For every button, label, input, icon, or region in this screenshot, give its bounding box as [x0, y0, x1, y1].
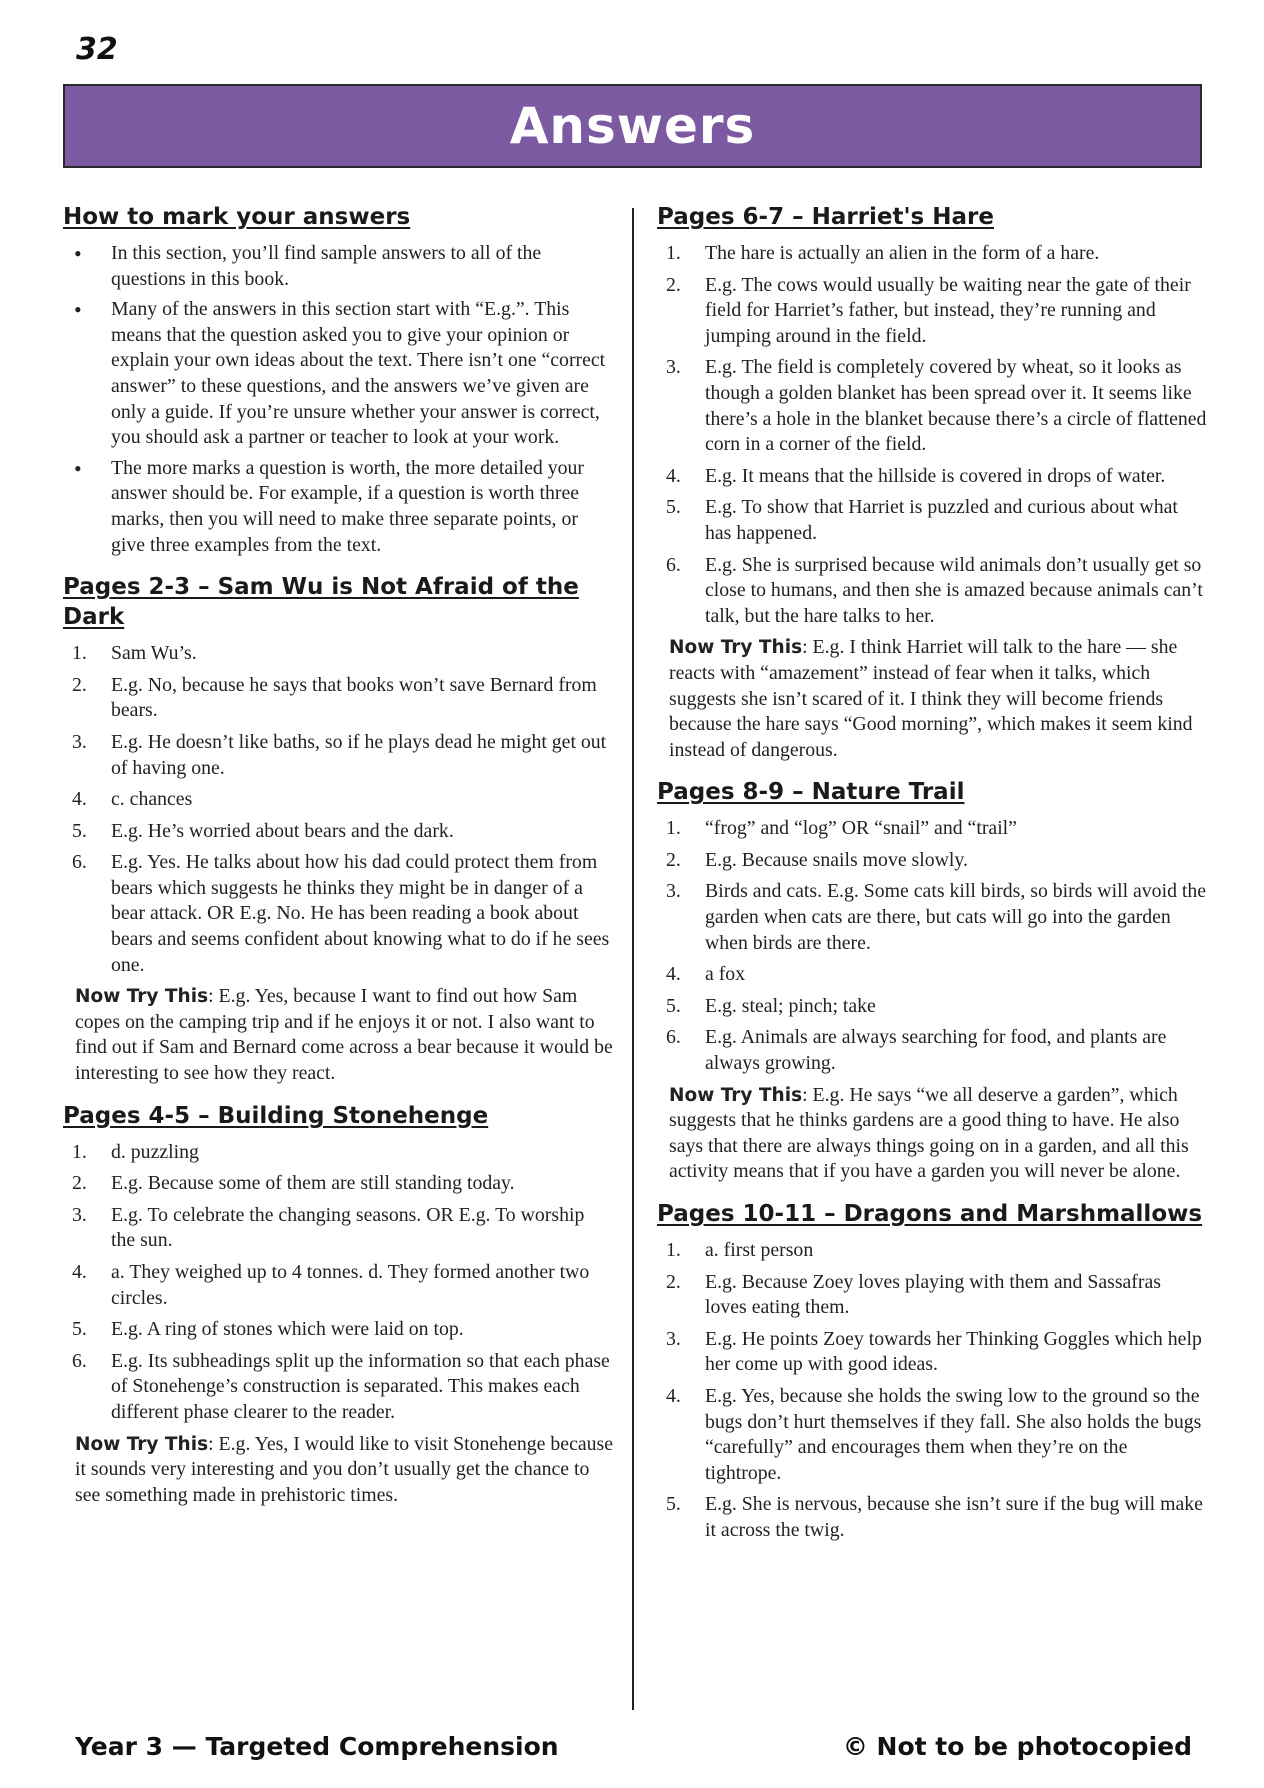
section-heading: Pages 8-9 – Nature Trail: [657, 779, 965, 806]
answer-number: 6.: [666, 1026, 681, 1049]
now-try-text: : E.g. Yes, I would like to visit Stonehenge because it sounds very interesting and you don’t usually get the chance to see something made in prehistoric times.: [75, 1432, 613, 1506]
answer-number: 3.: [666, 880, 681, 903]
bullet-text: The more marks a question is worth, the more detailed your answer should be. For example, if a question is worth three marks, then you will need to make three separate points, or give three examples from the text.: [111, 456, 584, 556]
answer-number: 4.: [666, 464, 681, 487]
bullet-list: [63, 241, 613, 558]
answer-item: [657, 355, 1207, 457]
answer-number: 2.: [666, 848, 681, 871]
answer-text: E.g. He points Zoey towards her Thinking Goggles which help her come up with good ideas.: [705, 1327, 1202, 1376]
bullet-icon: •: [74, 455, 82, 481]
answer-number: 1.: [666, 242, 681, 264]
answer-number: 3.: [72, 730, 87, 753]
answer-number: 5.: [72, 1318, 87, 1341]
answer-number: 5.: [666, 496, 681, 519]
now-try-this: [657, 635, 1207, 763]
section-heading: Pages 10-11 – Dragons and Marshmallows: [657, 1201, 1203, 1227]
answer-item: [63, 1349, 613, 1426]
left-column: [63, 202, 613, 1522]
answer-text: E.g. It means that the hillside is covered in drops of water.: [705, 464, 1166, 487]
answer-text: E.g. Animals are always searching for food, and plants are always growing.: [705, 1026, 1167, 1075]
title-banner: [63, 84, 1202, 168]
section-heading: Pages 2-3 – Sam Wu is Not Afraid of the Dark: [63, 574, 579, 631]
answer-text: E.g. Yes. He talks about how his dad could protect them from bears which suggests he thinks they might be in danger of a bear attack. OR E.g. No. He has been reading a book about bears and seems confident about knowing what to do if he sees one.: [111, 851, 610, 976]
answer-item: [657, 1025, 1207, 1076]
bullet-item: [63, 297, 613, 451]
section-heading: How to mark your answers: [63, 204, 411, 230]
answer-text: E.g. Yes, because she holds the swing low to the ground so the bugs don’t hurt themselves if they fall. She also holds the bugs “carefully” and encourages them when they’re on the tightrope.: [705, 1384, 1202, 1484]
right-column: [657, 202, 1207, 1558]
answer-text: E.g. The cows would usually be waiting near the gate of their field for Harriet’s father, but instead, they’re running and jumping around in the field.: [705, 273, 1191, 347]
answer-text: a. first person: [705, 1239, 814, 1261]
now-try-label: Now Try This: [669, 637, 803, 659]
answer-item: [657, 962, 1207, 988]
answer-item: [657, 1238, 1207, 1264]
answer-text: E.g. She is surprised because wild animals don’t usually get so close to humans, and then she is amazed because animals can’t talk, but the hare talks to her.: [705, 553, 1203, 627]
answer-list: [63, 1140, 613, 1426]
answer-number: 1.: [72, 1140, 87, 1163]
answer-item: [657, 1384, 1207, 1486]
answer-list: [657, 816, 1207, 1076]
answer-item: [63, 1171, 613, 1197]
now-try-label: Now Try This: [669, 1084, 803, 1106]
answer-number: 3.: [666, 1327, 681, 1350]
answer-text: E.g. She is nervous, because she isn’t sure if the bug will make it across the twig.: [705, 1493, 1203, 1541]
answer-item: [657, 1270, 1207, 1321]
answer-item: [657, 848, 1207, 874]
bullet-icon: •: [74, 297, 82, 323]
answer-item: [657, 495, 1207, 546]
answer-item: [63, 673, 613, 724]
answer-text: Birds and cats. E.g. Some cats kill birds, so birds will avoid the garden when cats are there, but cats will go into the garden when birds are there.: [705, 880, 1207, 954]
page-title: Answers: [509, 97, 756, 155]
footer-book-title: Year 3 — Targeted Comprehension: [75, 1732, 559, 1761]
dragons-section: [657, 1199, 1207, 1544]
answer-item: [63, 1260, 613, 1311]
answer-number: 4.: [666, 963, 681, 986]
answer-text: E.g. Its subheadings split up the information so that each phase of Stonehenge’s construction is separated. This makes each different phase clearer to the reader.: [111, 1349, 610, 1423]
nature-trail-section: [657, 777, 1207, 1185]
answer-text: E.g. No, because he says that books won’t save Bernard from bears.: [111, 673, 597, 722]
answer-text: d. puzzling: [111, 1140, 199, 1163]
answer-number: 1.: [666, 1239, 681, 1261]
answer-number: 3.: [72, 1203, 87, 1226]
answer-list: [657, 241, 1207, 629]
now-try-text: : E.g. Yes, because I want to find out how Sam copes on the camping trip and if he enjoys it or not. I also want to find out if Sam and Bernard come across a bear because it would be interesting to see how they react.: [75, 985, 613, 1085]
answer-number: 4.: [666, 1384, 681, 1407]
answer-text: E.g. He’s worried about bears and the dark.: [111, 819, 454, 842]
answer-item: [657, 994, 1207, 1020]
answer-item: [657, 1492, 1207, 1543]
now-try-label: Now Try This: [75, 986, 209, 1008]
footer-copyright: © Not to be photocopied: [842, 1732, 1192, 1761]
answer-item: [657, 464, 1207, 490]
answer-item: [63, 1203, 613, 1254]
answer-number: 6.: [72, 1349, 87, 1372]
bullet-text: In this section, you’ll find sample answers to all of the questions in this book.: [111, 242, 542, 290]
column-divider: [632, 208, 634, 1710]
answer-number: 5.: [666, 1493, 681, 1516]
bullet-text: Many of the answers in this section start with “E.g.”. This means that the question asked you to give your opinion or explain your own ideas about the text. There isn’t one “correct answer” to these questions, and the answers we’ve given are only a guide. If you’re unsure whether your answer is correct, you should ask a partner or teacher to look at your work.: [111, 298, 606, 449]
now-try-this: [657, 1083, 1207, 1185]
answer-number: 2.: [666, 273, 681, 296]
now-try-text: : E.g. He says “we all deserve a garden”, which suggests that he thinks gardens are a good thing to have. He also says that there are always things going on in a garden, and all this activity means that if you have a garden you will never be alone.: [669, 1083, 1189, 1183]
bullet-item: [63, 241, 613, 292]
answer-number: 2.: [72, 1172, 87, 1195]
now-try-label: Now Try This: [75, 1433, 209, 1455]
answer-text: E.g. Because Zoey loves playing with them and Sassafras loves eating them.: [705, 1270, 1161, 1319]
section-heading: Pages 6-7 – Harriet's Hare: [657, 204, 994, 230]
answer-item: [63, 850, 613, 978]
sam-wu-section: [63, 572, 613, 1087]
bullet-icon: •: [74, 241, 82, 266]
answer-text: E.g. He doesn’t like baths, so if he plays dead he might get out of having one.: [111, 730, 607, 779]
answer-item: [63, 1317, 613, 1343]
answer-list: [63, 641, 613, 978]
answer-number: 2.: [666, 1270, 681, 1293]
answer-number: 6.: [72, 851, 87, 874]
answer-number: 4.: [72, 1261, 87, 1283]
answer-item: [63, 819, 613, 845]
answer-list: [657, 1238, 1207, 1544]
answer-text: E.g. The field is completely covered by wheat, so it looks as though a golden blanket has been spread over it. It seems like there’s a hole in the blanket because there’s a circle of flattened corn in a corner of the field.: [705, 356, 1207, 456]
answer-number: 2.: [72, 673, 87, 696]
now-try-text: : E.g. I think Harriet will talk to the hare — she reacts with “amazement” instead of fear when it talks, which suggests she isn’t scared of it. I think they will become friends because the hare says “Good morning”, which makes it seem kind instead of dangerous.: [669, 636, 1193, 761]
answer-number: 1.: [666, 817, 681, 840]
section-heading: Pages 4-5 – Building Stonehenge: [63, 1102, 489, 1129]
page-number: 32: [76, 32, 118, 67]
answer-item: [657, 241, 1207, 267]
answer-text: The hare is actually an alien in the form of a hare.: [705, 242, 1100, 264]
answer-number: 5.: [72, 819, 87, 842]
stonehenge-section: [63, 1101, 613, 1509]
answer-item: [63, 641, 613, 667]
answer-text: E.g. A ring of stones which were laid on top.: [111, 1318, 464, 1341]
answer-text: E.g. Because snails move slowly.: [705, 848, 968, 871]
harriets-hare-section: [657, 202, 1207, 763]
answer-text: E.g. steal; pinch; take: [705, 994, 876, 1017]
answer-text: E.g. Because some of them are still standing today.: [111, 1172, 515, 1195]
answer-item: [657, 273, 1207, 350]
answer-item: [63, 1140, 613, 1166]
answer-text: “frog” and “log” OR “snail” and “trail”: [705, 817, 1017, 840]
how-to-mark-section: [63, 202, 613, 558]
answer-item: [63, 787, 613, 813]
answer-item: [657, 553, 1207, 630]
answer-item: [63, 730, 613, 781]
answer-number: 4.: [72, 788, 87, 811]
answer-text: a. They weighed up to 4 tonnes. d. They formed another two circles.: [111, 1261, 590, 1309]
answer-number: 3.: [666, 356, 681, 379]
answer-item: [657, 816, 1207, 842]
now-try-this: [63, 984, 613, 1086]
now-try-this: [63, 1432, 613, 1509]
answer-text: a fox: [705, 963, 746, 986]
answer-text: c. chances: [111, 788, 193, 811]
answer-item: [657, 879, 1207, 956]
bullet-item: [63, 456, 613, 558]
answer-text: Sam Wu’s.: [111, 642, 197, 665]
answer-item: [657, 1327, 1207, 1378]
answer-text: E.g. To celebrate the changing seasons. OR E.g. To worship the sun.: [111, 1203, 585, 1252]
answer-number: 5.: [666, 994, 681, 1017]
answer-number: 6.: [666, 553, 681, 576]
answer-text: E.g. To show that Harriet is puzzled and curious about what has happened.: [705, 496, 1178, 544]
answer-number: 1.: [72, 642, 87, 665]
